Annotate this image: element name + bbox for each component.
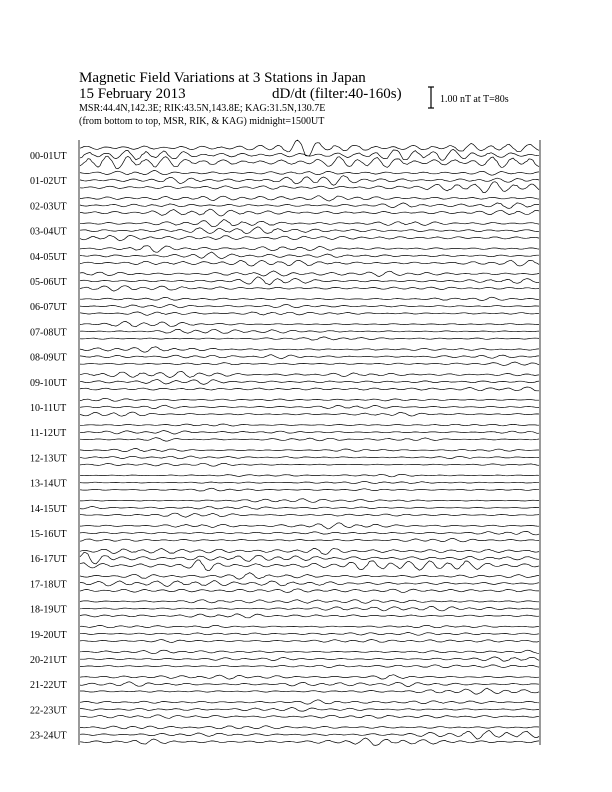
- hour-label: 14-15UT: [30, 503, 67, 515]
- hour-label: 17-18UT: [30, 579, 67, 591]
- trace-kag: [80, 650, 539, 654]
- trace-msr: [80, 182, 539, 193]
- trace-rik: [80, 707, 539, 711]
- hour-row-12-13UT: [30, 448, 539, 466]
- trace-rik: [80, 482, 539, 484]
- hour-label: 07-08UT: [30, 327, 67, 339]
- scale-bar-label: 1.00 nT at T=80s: [440, 94, 509, 105]
- hour-label: 19-20UT: [30, 629, 67, 641]
- trace-msr: [80, 513, 539, 517]
- hour-row-04-05UT: [30, 246, 539, 266]
- trace-msr: [80, 688, 539, 694]
- hour-row-13-14UT: [30, 474, 539, 491]
- trace-rik: [80, 431, 539, 435]
- hour-row-06-07UT: [30, 297, 539, 315]
- trace-kag: [80, 448, 539, 451]
- trace-kag: [80, 220, 539, 227]
- trace-msr: [80, 312, 539, 315]
- hour-label: 01-02UT: [30, 176, 67, 188]
- trace-msr: [80, 337, 539, 340]
- trace-kag: [80, 700, 539, 704]
- station-order-note: (from bottom to top, MSR, RIK, & KAG) midnight=1500UT: [79, 116, 325, 127]
- hour-label: 10-11UT: [30, 403, 67, 414]
- trace-rik: [80, 581, 539, 587]
- hour-label: 22-23UT: [30, 705, 67, 717]
- trace-rik: [80, 380, 539, 385]
- trace-kag: [80, 246, 539, 253]
- hour-row-02-03UT: [30, 196, 539, 216]
- trace-kag: [80, 600, 539, 604]
- trace-rik: [80, 507, 539, 510]
- trace-msr: [80, 640, 539, 643]
- hour-label: 06-07UT: [30, 302, 67, 314]
- trace-msr: [80, 665, 539, 668]
- trace-rik: [80, 355, 539, 359]
- component-label: dD/dt (filter:40-160s): [272, 86, 402, 102]
- trace-rik: [80, 552, 539, 564]
- trace-msr: [80, 156, 539, 169]
- trace-kag: [80, 371, 539, 377]
- trace-kag: [80, 321, 539, 326]
- hour-label: 23-24UT: [30, 730, 67, 742]
- trace-msr: [80, 387, 539, 391]
- trace-rik: [80, 252, 539, 259]
- trace-kag: [80, 424, 539, 426]
- trace-msr: [80, 438, 539, 442]
- hour-row-19-20UT: [30, 625, 539, 642]
- trace-kag: [80, 398, 539, 401]
- trace-msr: [80, 209, 539, 216]
- hour-row-10-11UT: [30, 398, 539, 416]
- hour-row-05-06UT: [30, 271, 539, 291]
- trace-kag: [80, 726, 539, 729]
- trace-rik: [80, 149, 539, 160]
- hour-row-20-21UT: [30, 650, 539, 667]
- hour-row-09-10UT: [30, 371, 539, 390]
- hour-row-01-02UT: [30, 171, 539, 193]
- trace-kag: [80, 347, 539, 352]
- trace-kag: [80, 523, 539, 529]
- hour-label: 16-17UT: [30, 554, 67, 566]
- hour-label: 00-01UT: [30, 151, 67, 162]
- hour-label: 04-05UT: [30, 251, 67, 263]
- hour-row-18-19UT: [30, 600, 539, 618]
- trace-rik: [80, 657, 539, 661]
- trace-kag: [80, 171, 539, 176]
- hour-row-11-12UT: [30, 424, 539, 441]
- trace-kag: [80, 675, 539, 679]
- trace-msr: [80, 260, 539, 266]
- hour-label: 02-03UT: [30, 201, 67, 213]
- hour-row-16-17UT: [30, 548, 539, 570]
- trace-kag: [80, 196, 539, 201]
- trace-rik: [80, 606, 539, 610]
- hour-row-21-22UT: [30, 675, 539, 694]
- hour-label: 08-09UT: [30, 352, 67, 364]
- trace-kag: [80, 573, 539, 579]
- hour-label: 20-21UT: [30, 655, 67, 666]
- trace-msr: [80, 286, 539, 291]
- hour-row-17-18UT: [30, 573, 539, 593]
- trace-msr: [80, 589, 539, 593]
- scale-bar: [428, 87, 434, 108]
- trace-msr: [80, 362, 539, 365]
- hour-row-14-15UT: [30, 499, 539, 518]
- hour-row-00-01UT: [30, 140, 539, 169]
- hour-row-03-04UT: [30, 220, 539, 241]
- hour-row-22-23UT: [30, 700, 539, 719]
- trace-rik: [80, 203, 539, 209]
- trace-rik: [80, 405, 539, 408]
- trace-msr: [80, 738, 539, 745]
- hour-row-07-08UT: [30, 321, 539, 340]
- hour-label: 15-16UT: [30, 529, 67, 540]
- hour-label: 03-04UT: [30, 226, 67, 238]
- hour-label: 21-22UT: [30, 680, 67, 692]
- trace-rik: [80, 277, 539, 285]
- hour-label: 12-13UT: [30, 453, 67, 465]
- hour-label: 05-06UT: [30, 277, 67, 288]
- chart-date: 15 February 2013: [79, 86, 186, 102]
- hour-row-15-16UT: [30, 523, 539, 542]
- trace-rik: [80, 176, 539, 186]
- trace-msr: [80, 614, 539, 618]
- trace-msr: [80, 412, 539, 416]
- trace-kag: [80, 271, 539, 277]
- trace-kag: [80, 548, 539, 554]
- trace-kag: [80, 625, 539, 627]
- trace-rik: [80, 304, 539, 308]
- trace-kag: [80, 297, 539, 300]
- trace-msr: [80, 538, 539, 542]
- trace-msr: [80, 463, 539, 466]
- trace-rik: [80, 682, 539, 687]
- trace-msr: [80, 235, 539, 240]
- hour-row-08-09UT: [30, 347, 539, 366]
- trace-rik: [80, 531, 539, 534]
- chart-title: Magnetic Field Variations at 3 Stations in Japan: [79, 70, 366, 86]
- trace-rik: [80, 633, 539, 636]
- trace-rik: [80, 456, 539, 459]
- trace-kag: [80, 499, 539, 503]
- trace-msr: [80, 488, 539, 491]
- trace-kag: [80, 474, 539, 477]
- station-coordinates: MSR:44.4N,142.3E; RIK:43.5N,143.8E; KAG:31.5N,130.7E: [79, 103, 326, 114]
- trace-rik: [80, 227, 539, 234]
- trace-msr: [80, 715, 539, 719]
- hour-label: 09-10UT: [30, 377, 67, 389]
- hour-label: 13-14UT: [30, 478, 67, 490]
- trace-msr: [80, 560, 539, 571]
- hour-label: 11-12UT: [30, 428, 67, 440]
- trace-rik: [80, 730, 539, 739]
- hour-label: 18-19UT: [30, 604, 67, 616]
- hour-row-23-24UT: [30, 726, 539, 746]
- trace-rik: [80, 329, 539, 333]
